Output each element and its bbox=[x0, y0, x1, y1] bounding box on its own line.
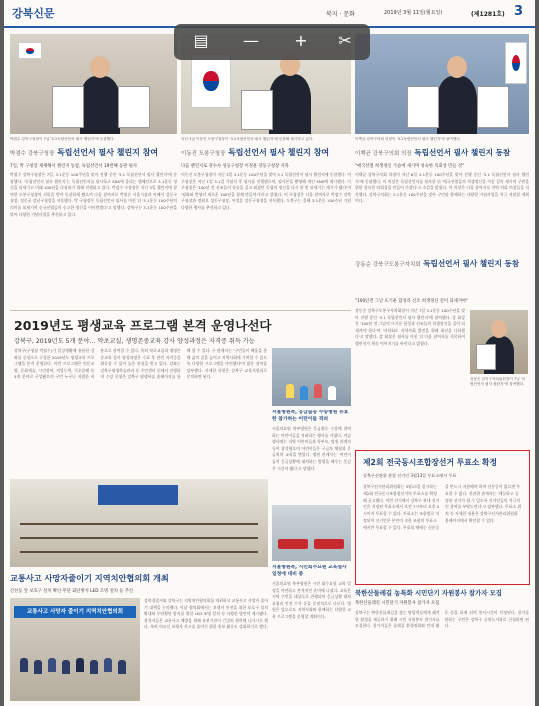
article-body: 서울의료원 북부병원은 응급출동 수송에 참여하는 어린이들을 격려하는 행사를 가졌다. 이날 행사에는 지역 어린이들과 학부모, 병원 관계자 등이 참석했으며 어린이들은 구급차 체험과 응급처치 교육을 받았다. 병원 관계자는 '어린이들이 응급상황에 대처하는 방법을 배우는 뜻깊은 시간이 됐다'고 말했다. bbox=[272, 426, 351, 471]
viewer-toolbar bbox=[174, 24, 370, 60]
person bbox=[90, 660, 98, 674]
manuscript-board bbox=[52, 86, 84, 128]
person-head bbox=[447, 56, 467, 78]
person bbox=[328, 386, 336, 400]
article-body: 박겸수 강북구청장은 7일, 3.1운동 100주년을 맞아 진행 중인 '3.1 독립선언서 필사 챌린지'에 동참했다. '독립선언서 필사 챌린지'는 독립선언서를 필사하고 SNS에 올리는 캠페인으로 3.1운동 정신을 되새기고 미래 100년을 다짐하기 위해 진행되고 있다. 박겸수 구청장은 지난 3일 챌린지에 참여한 도봉구청장의 지목을 받아 동참하게 됐으며 다음 참여자로 박원순 서울시장과 이해식 강동구청장, 정순균 강남구청장을 지목했다. 박 구청장은 독립선언서 필사를 마친 뒤 '3.1운동 100주년의 의미를 되새기며 순국선열들의 숭고한 정신을 이어받겠다'고 말했다. 강북구는 3.1운동 100주년을 맞아 다양한 기념사업을 추진하고 있다. bbox=[10, 172, 177, 217]
subhead: 7일, 박 구청장 제재해서 챌린지 동참, 독립선언서 19번째 동판 필사 bbox=[10, 164, 137, 169]
person bbox=[300, 386, 308, 400]
subhead: 다음 챌린지로 강수사 성동구청장 이정훈 강동구청장 지목 bbox=[181, 164, 289, 169]
article-body: 이동진 도봉구청장이 지난 3일 3.1운동 100주년을 맞아 3.1 독립선언서 필사 챌린지에 동참했다. 이 구청장은 지난 1일 3.1절 기념식 후 필사를 진행했으며, 필사본을 촬영해 개인 SNS에 게시했다. 이 구청장은 '100년 전 선조들이 목숨을 걸고 외쳤던 독립의 정신을 다시 한 번 되새기는 계기가 됐다'며 '평화와 번영의 새로운 100년을 함께 만들어가자'고 밝혔다. 이 구청장은 다음 참여자로 박겸수 강북구청장과 정원오 성동구청장, 이정훈 강동구청장을 지목했다. 도봉구는 올해 3.1운동 100주년 기념 다양한 행사를 추진하고 있다. bbox=[181, 172, 351, 210]
highlighted-body: 강북구선거관리위원회는 3월13일 실시하는 제2회 전국동시조합장선거의 투표소를 확정해 공고했다. 이번 선거에서 강북구 관내 선거인은 지정된 투표소에서 오전 7시부터 오후 5시까지 투표할 수 있다. 투표소는 조합별로 지정되며 선거인은 본인이 속한 조합의 투표소에서만 투표할 수 있다. 투표할 때에는 신분증을 반드시 지참해야 하며 신분증이 없으면 투표할 수 없다. 선관위 관계자는 '깨끗하고 공정한 선거가 될 수 있도록 선거인들의 적극적인 참여를 부탁드린다'고 당부했다. 투표소 위치 등 자세한 내용은 강북구선거관리위원회 홈페이지에서 확인할 수 있다. bbox=[363, 484, 522, 530]
flag-icon bbox=[18, 42, 42, 59]
headline-kang bbox=[355, 258, 529, 269]
headline-traffic: 교통사고 사망자줄이기 지역치안협의회 개최 bbox=[10, 573, 169, 583]
person bbox=[314, 384, 322, 398]
page-number: 3 bbox=[514, 4, 524, 19]
page-view-icon[interactable]: ▤ bbox=[193, 31, 209, 50]
person bbox=[104, 658, 112, 672]
article-body: 서울의료원 북부병원은 시민 회수요원 교육 일정을 마련하고 본격적인 준비에 나섰다. 교육은 지역 주민을 대상으로 진행되며 응급상황 대처 요령과 안전 수칙 등을 중점적으로 다룬다. 병원은 앞으로도 지역사회와 함께하는 다양한 교육 프로그램을 운영할 계획이다. bbox=[272, 581, 351, 619]
seat-row bbox=[20, 537, 258, 539]
issue-date: 2019년 3월 11일(월요일) bbox=[384, 10, 443, 16]
headline-dulle: 북한산둘레길 농특화 시민단기 자원봉사 참가자 모집 bbox=[355, 589, 502, 597]
headline-lee bbox=[181, 147, 351, 158]
person bbox=[62, 660, 70, 674]
person bbox=[34, 660, 42, 674]
headline-main: 독립선언서 필사 챌린지 참여 bbox=[228, 148, 330, 157]
photo-caption: 박겸수 강북구청장이 7일 '3.1독립선언서 필사 챌린지'에 동참했다. bbox=[10, 137, 115, 141]
headline-main: 독립선언서 필사 챌린지 동참 bbox=[423, 259, 520, 268]
photo-lecture-hall bbox=[10, 479, 268, 567]
person bbox=[437, 76, 477, 134]
headline-lead: 강동순 강북구도봉구자치회 bbox=[355, 262, 421, 268]
issue-number: (제1281호) bbox=[471, 11, 505, 18]
tools-icon[interactable]: ✂ bbox=[338, 31, 352, 50]
flag-icon bbox=[505, 42, 527, 84]
event-banner: 교통사고 사망자 줄이기 지역치안협의회 bbox=[14, 606, 136, 618]
manuscript-board bbox=[477, 86, 509, 128]
person bbox=[48, 658, 56, 672]
photo-caption: 지난 3일 이동진 도봉구청장이 '3.1독립선언서 필사 챌린지'에 동참해 필사하고 있다. bbox=[181, 137, 314, 141]
stage-screen bbox=[98, 485, 178, 505]
person-head bbox=[90, 56, 110, 78]
person bbox=[20, 658, 28, 672]
article-body: 강동순 강북구도봉구자치회장이 지난 7일 3.1운동 100주년을 맞아 진행 중인 '3.1 독립선언서 필사 챌린지'에 참여했다. 강 회장은 '100년 전 그날의 뜨거운 함성과 선조들의 희생정신을 깊이 되새겨야 한다'며 '자치회도 지역사회 발전을 위해 최선을 다하겠다'고 말했다. 강 회장은 필사를 마친 뒤 다음 참여자를 지목하며 챌린지가 계속 이어지기를 바란다고 밝혔다. bbox=[355, 308, 465, 346]
manuscript-board bbox=[118, 86, 150, 128]
headline-hospital-2: 서울병원측, 시민회수요원 교육설사일정에 대비 중 bbox=[272, 565, 347, 577]
headline-hospital-1: 서울병원측, 응급출동 수송병원 유효한 참가하는 어린이들 격려 bbox=[272, 410, 349, 422]
headline-lead: 이백균 강북구의회 의장 bbox=[355, 151, 412, 157]
person-head bbox=[491, 320, 507, 338]
photo-caption: 이백균 강북구의회 의장이 '3.1독립선언서 필사 챌린지'에 참여했다. bbox=[355, 137, 461, 141]
photo-kang bbox=[470, 310, 528, 374]
headline-main: 독립선언서 필사 챌린지 참여 bbox=[57, 148, 159, 157]
feature-headline: 2019년도 평생교육 프로그램 본격 운영나선다 bbox=[14, 318, 272, 333]
manuscript-board bbox=[407, 86, 439, 128]
zoom-in-icon[interactable]: + bbox=[294, 31, 308, 50]
photo-hospital-2 bbox=[272, 505, 351, 561]
headline-main: 독립선언서 필사 챌린지 동참 bbox=[414, 148, 511, 157]
photo-council-chair bbox=[355, 34, 529, 134]
person bbox=[118, 660, 126, 674]
vehicle bbox=[314, 539, 344, 549]
feature-subhead: 강북구, 2019년도 5개 분야… 약초교실, 생명존중교육 강사 양성과정은 자격증 취득 가능 bbox=[14, 338, 255, 345]
flag-icon bbox=[191, 54, 231, 108]
person bbox=[80, 76, 120, 134]
person bbox=[76, 658, 84, 672]
highlighted-subhead: 강북구선관위 관할 선거인 3월13일 투표소에서 투표 bbox=[363, 473, 457, 478]
zoom-out-icon[interactable]: — bbox=[243, 31, 259, 50]
article-body: 강북경찰서와 강북구는 지역치안협의회를 개최하고 교통사고 사망자 줄이기 대책을 논의했다. 이날 협의회에서는 보행자 안전을 위한 보호구 설치 확대와 무단횡단 방지를 위한 LED 조명 설치 등 다양한 방안이 제시됐다. 참석자들은 교통사고 예방을 위해 유관기관이 긴밀히 협력해 나가기로 했다. 특히 어르신 보행자 사고를 줄이기 위한 홍보 활동도 강화하기로 했다. bbox=[144, 598, 268, 630]
photo-mayor-park bbox=[10, 34, 177, 134]
manuscript-board bbox=[241, 90, 273, 130]
headline-council bbox=[355, 147, 529, 158]
seat-row bbox=[20, 551, 258, 553]
person bbox=[269, 74, 311, 134]
seat-row bbox=[20, 523, 258, 525]
vehicle bbox=[278, 539, 308, 549]
highlighted-headline: 제2회 전국동시조합장선거 투표소 확정 bbox=[363, 458, 498, 467]
headline-park bbox=[10, 147, 177, 158]
subhead: "애국선열 희생정신 가슴에 새기며 성숙한 의회상 만들 것" bbox=[355, 164, 464, 169]
photo-hospital-1 bbox=[272, 348, 351, 406]
newspaper-page bbox=[4, 0, 535, 706]
photo-caption: 강동순 강북구자치위원장이 7일 '독립선언서 필사 챌린지'에 참여했다. bbox=[470, 377, 526, 386]
divider bbox=[10, 310, 351, 311]
subhead: "100년전 그날 뜨거운 함성과 신조 희생정신 깊이 되새겨야" bbox=[355, 299, 469, 304]
subhead: 북한산둘레길 시민단기 자원봉사 참가자 모집 bbox=[355, 601, 440, 606]
subhead: 간선동 앞 보호구 설치 확인·무단 회단방지 LED 조명 설치 등 추진 bbox=[10, 589, 134, 594]
photo-traffic-group bbox=[10, 598, 140, 701]
headline-lead: 박겸수 강북구청장 bbox=[10, 151, 55, 157]
highlighted-article bbox=[355, 450, 530, 585]
article-body: 강북구는 북한산둘레길을 찾는 탐방객들에게 쾌적한 환경을 제공하기 위해 시민 자원봉사 참가자를 모집한다. 참가자들은 둘레길 환경정화와 안내 활동 등을 하게 되며 봉사시간이 인정된다. 참가를 원하는 구민은 강북구 공원녹지과로 신청하면 된다. bbox=[355, 610, 529, 629]
newspaper-logo: 강북신문 bbox=[12, 7, 55, 20]
person bbox=[286, 384, 294, 398]
section-name: 북지 · 문화 bbox=[326, 11, 355, 18]
headline-lead: 이동진 도봉구청장 bbox=[181, 151, 226, 157]
article-body: 이백균 강북구의회 의장이 지난 6일 3.1운동 100주년을 맞아 진행 중인 '3.1 독립선언서 필사 챌린지'에 동참했다. 이 의장은 독립선언서를 필사한 뒤 '애국선열들의 희생정신을 가슴 깊이 새기며 구민을 위한 성숙한 의회상을 만들어 가겠다'고 소감을 밝혔다. 이 의장은 다음 참여자로 지역 의회 의장들을 지목했다. 강북구의회는 3.1운동 100주년을 맞아 구민과 함께하는 다양한 기념사업을 적극 지원할 계획이다. bbox=[355, 172, 529, 204]
manuscript-board bbox=[476, 344, 496, 370]
feature-body: 강북구(구청장 박겸수)가 일상생활에 유용한 강좌를 중심으로 구성한 2019년도 평생교육 프로그램을 본격 운영한다. 이번 프로그램은 인문교양, 문화예술, 시민참여, 직업능력, 기초문해 등 5개 분야로 구성됐으며 구민 누구나 저렴한 비용으로 참여할 수 있다. 특히 약초교실과 생명존중교육 강사 양성과정은 수료 후 관련 자격증을 취득할 수 있어 높은 관심을 받고 있다. 강좌는 강북구평생학습관과 동 주민센터 등에서 진행되며 수강 신청은 강북구 평생학습 홈페이지를 통해 할 수 있다. 구 관계자는 '구민들이 배움을 통해 삶의 질을 높이고 지역사회에 기여할 수 있도록 다양한 프로그램을 마련했다'며 많은 참여를 당부했다. 자세한 사항은 강북구 교육지원과로 문의하면 된다. bbox=[14, 348, 267, 380]
